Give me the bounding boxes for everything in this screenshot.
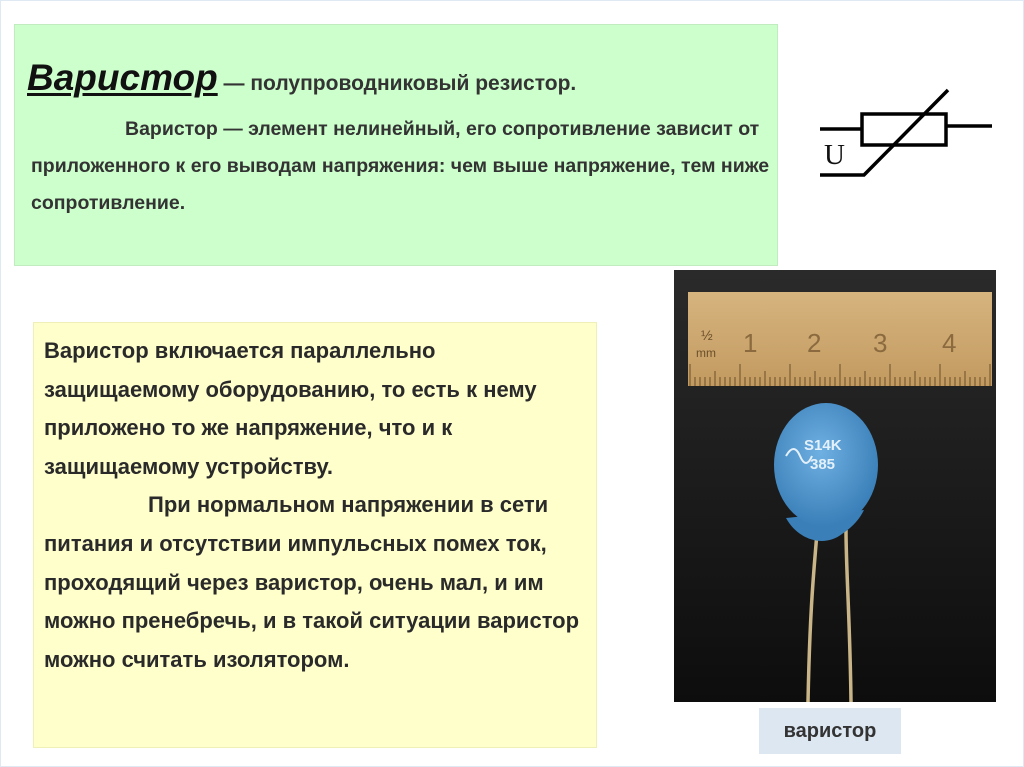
photo-caption: варистор	[759, 708, 901, 754]
term-definition: — полупроводниковый резистор.	[217, 72, 577, 95]
varistor-photo	[674, 270, 996, 702]
ruler-number: 3	[873, 328, 888, 358]
description-text: Варистор — элемент нелинейный, его сопротивление зависит от приложенного к его выводам напряжения: чем выше напряжение, тем ниже сопротивление.	[31, 118, 770, 214]
varistor-symbol-icon	[818, 88, 994, 184]
usage-box	[33, 322, 597, 748]
ruler-number: 1	[743, 328, 758, 358]
ruler-number: 4	[942, 328, 957, 358]
definition-box	[14, 24, 778, 266]
ruler-number: 2	[807, 328, 822, 358]
usage-paragraph	[44, 332, 592, 679]
definition-title	[27, 57, 576, 99]
marking-line2: 385	[810, 456, 836, 473]
usage-text-2: При нормальном напряжении в сети питания и отсутствии импульсных помех ток, проходящий через варистор, очень мал, и им можно пренебречь, и в такой ситуации варистор можно считать изолятором.	[44, 492, 580, 672]
marking-line1: S14K	[804, 437, 842, 454]
ruler-unit-label: mm	[696, 346, 716, 360]
symbol-label: U	[824, 139, 845, 171]
description-paragraph	[31, 111, 771, 222]
ruler-half-label: ½	[701, 327, 713, 343]
usage-text-1: Варистор включается параллельно защищаемому оборудованию, то есть к нему приложено то же напряжение, что и к защищаемому устройству.	[44, 338, 537, 479]
term-heading: Варистор	[27, 57, 218, 98]
